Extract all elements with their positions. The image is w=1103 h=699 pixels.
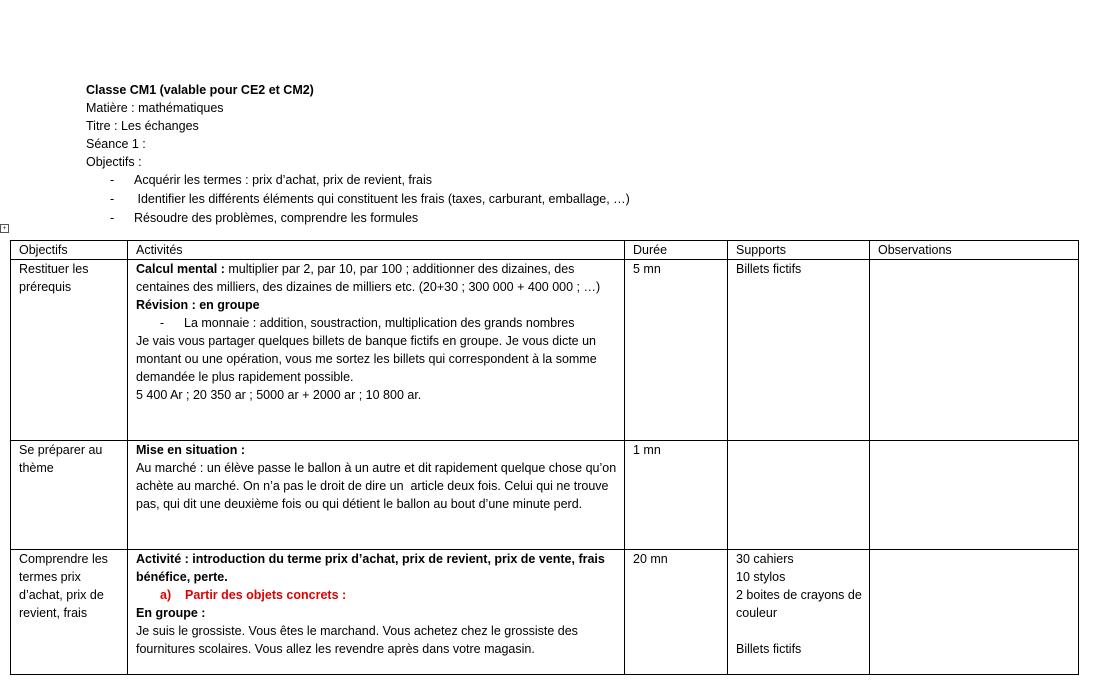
cell-activites: [128, 550, 625, 675]
cell-duree: 20 mn: [625, 550, 728, 675]
list-item-text: Identifier les différents éléments qui constituent les frais (taxes, carburant, emballage, …): [134, 192, 630, 206]
cell-activites: [128, 441, 625, 550]
mise-text: Au marché : un élève passe le ballon à un autre et dit rapidement quelque chose qu’on achète au marché. On n’a pas le droit de dire un article deux fois. Celui qui ne trouve pas, qui dit une deuxième fois ou qui détient le ballon au bout d’une minute perd.: [136, 461, 620, 511]
column-header-duree: Durée: [625, 241, 728, 260]
groupe-text: Je suis le grossiste. Vous êtes le marchand. Vous achetez chez le grossiste des fournitures scolaires. Vous allez les revendre après dans votre magasin.: [136, 624, 578, 656]
bullet-dash: -: [110, 211, 115, 225]
support-item: 30 cahiers: [736, 552, 794, 566]
table-row: [11, 441, 1079, 550]
instruction-text: Je vais vous partager quelques billets de banque fictifs en groupe. Je vous dicte un montant ou une opération, vous me sortez les billets qui correspondent à la somme demandée le plus rapidement possible.: [136, 334, 597, 384]
lesson-header: [86, 81, 314, 171]
activite-label: Activité : introduction du terme prix d’achat, prix de revient, prix de vente, frais bénéfice, perte.: [136, 552, 605, 584]
mise-label: Mise en situation :: [136, 443, 246, 457]
column-header-objectifs: Objectifs: [11, 241, 128, 260]
revision-label: Révision : en groupe: [136, 298, 260, 312]
amounts-text: 5 400 Ar ; 20 350 ar ; 5000 ar + 2000 ar ; 10 800 ar.: [136, 388, 422, 402]
calcul-paragraph: [136, 260, 618, 296]
class-title: Classe CM1 (valable pour CE2 et CM2): [86, 83, 314, 97]
cell-supports: [728, 441, 870, 550]
table-header-row: [11, 241, 1079, 260]
title-line: Titre : Les échanges: [86, 119, 199, 133]
monnaie-text: La monnaie : addition, soustraction, multiplication des grands nombres: [184, 316, 575, 330]
support-item: 10 stylos: [736, 570, 786, 584]
session-line: Séance 1 :: [86, 137, 146, 151]
cell-observations: [870, 260, 1079, 441]
list-item: [110, 190, 630, 209]
support-item: 2 boites de crayons de couleur: [736, 588, 862, 620]
support-item: Billets fictifs: [736, 642, 802, 656]
bullet-dash: -: [110, 173, 115, 187]
cell-duree: 1 mn: [625, 441, 728, 550]
table-row: [11, 550, 1079, 675]
subject-line: Matière : mathématiques: [86, 101, 224, 115]
cell-observations: [870, 441, 1079, 550]
calcul-label: Calcul mental :: [136, 262, 225, 276]
groupe-label: En groupe :: [136, 606, 206, 620]
list-item: [110, 209, 630, 228]
objectives-list: [110, 171, 630, 228]
cell-duree: 5 mn: [625, 260, 728, 441]
cell-observations: [870, 550, 1079, 675]
bullet-dash: -: [160, 316, 165, 330]
column-header-supports: Supports: [728, 241, 870, 260]
objectives-line: Objectifs :: [86, 155, 142, 169]
cell-objectif: Comprendre les termes prix d’achat, prix de revient, frais: [11, 550, 128, 675]
calcul-text: multiplier par 2, par 10, par 100 ; additionner des dizaines, des centaines des milliers, des dizaines de milliers etc. (20+30 ; 300 000 + 400 000 ; …): [136, 262, 601, 294]
column-header-observations: Observations: [870, 241, 1079, 260]
table-row: [11, 260, 1079, 441]
cell-objectif: Se préparer au thème: [11, 441, 128, 550]
column-header-activites: Activités: [128, 241, 625, 260]
cell-supports: [728, 550, 870, 675]
support-item: [736, 622, 863, 640]
partir-heading: a) Partir des objets concrets :: [160, 588, 347, 602]
cell-objectif: Restituer les prérequis: [11, 260, 128, 441]
cell-supports: Billets fictifs: [728, 260, 870, 441]
list-item-text: Résoudre des problèmes, comprendre les formules: [134, 211, 419, 225]
table-move-handle-icon[interactable]: +: [0, 224, 9, 233]
lesson-table: [10, 240, 1079, 675]
monnaie-item: [136, 314, 618, 332]
list-item-text: Acquérir les termes : prix d’achat, prix de revient, frais: [134, 173, 433, 187]
cell-activites: [128, 260, 625, 441]
bullet-dash: -: [110, 192, 115, 206]
list-item: [110, 171, 630, 190]
